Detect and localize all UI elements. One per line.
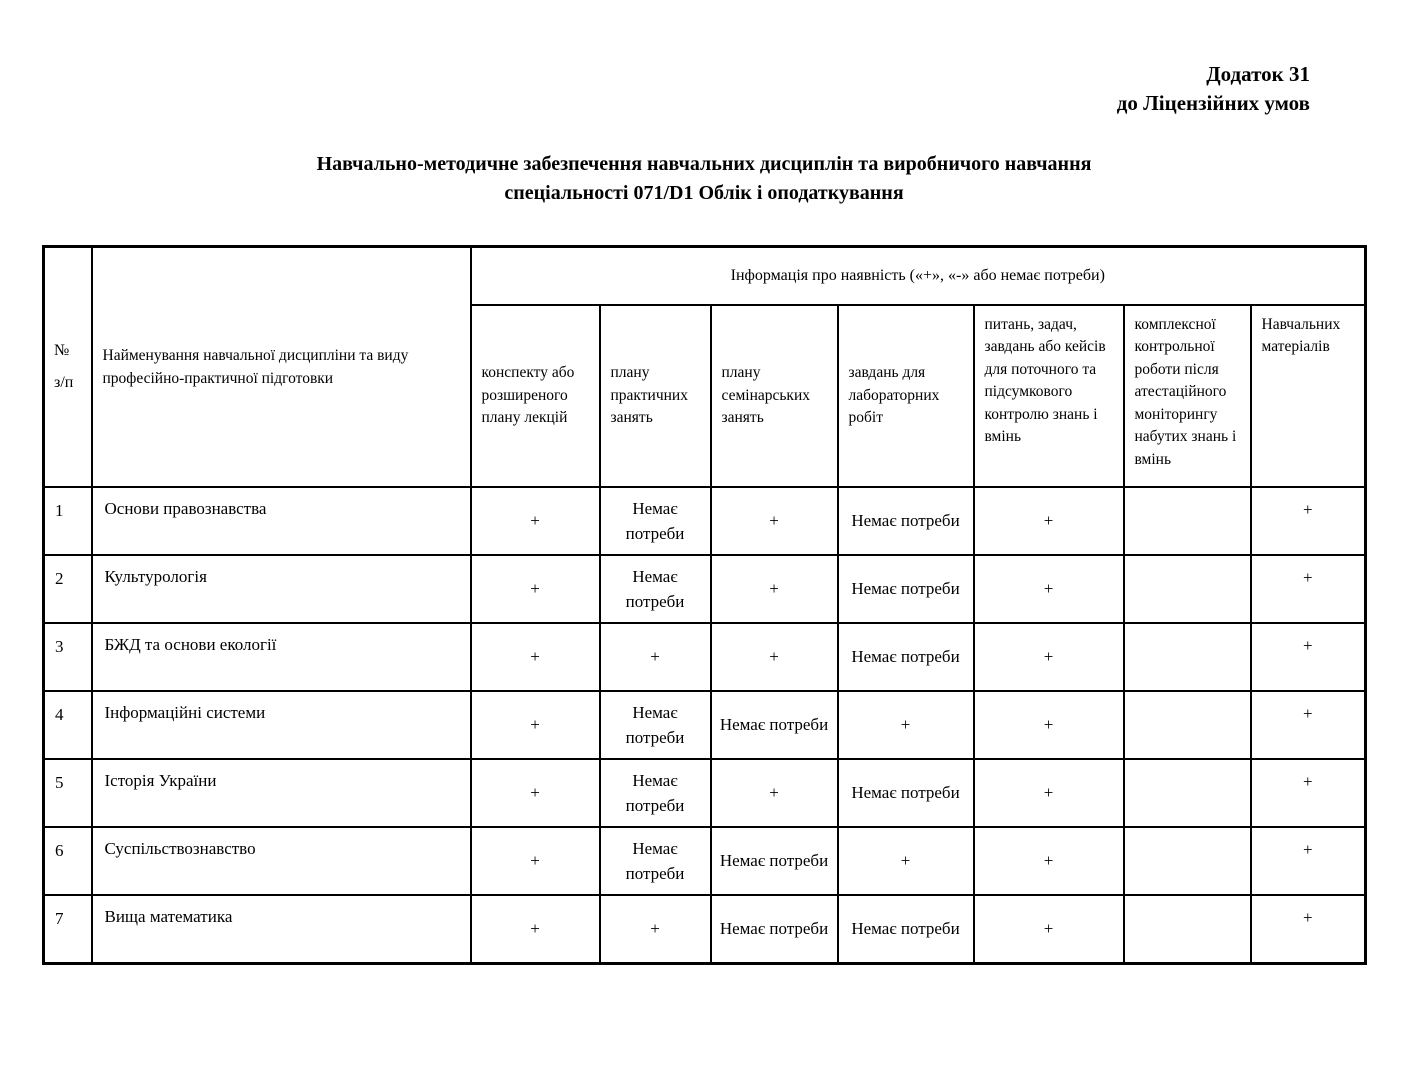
title-line2: спеціальності 071/D1 Облік і оподаткування <box>504 182 904 204</box>
page-title <box>0 150 1408 208</box>
cell-seminar-plan: Немає потреби <box>711 895 838 963</box>
table-row <box>44 487 1366 555</box>
header-subcol-seminar-plan: плану семінарських занять <box>711 305 838 487</box>
cell-control-questions: + <box>974 827 1124 895</box>
cell-seminar-plan: + <box>711 759 838 827</box>
cell-complex-test <box>1124 895 1251 963</box>
discipline-name: Суспільствознавство <box>92 827 471 895</box>
availability-table <box>42 245 1367 965</box>
header-subcol-lab-tasks: завдань для лабораторних робіт <box>838 305 974 487</box>
cell-seminar-plan: + <box>711 555 838 623</box>
table-row <box>44 691 1366 759</box>
cell-practical-plan: Немає потреби <box>600 827 711 895</box>
row-number: 1 <box>44 487 92 555</box>
header-col-number-line2: з/п <box>54 374 74 391</box>
cell-control-questions: + <box>974 691 1124 759</box>
row-number: 6 <box>44 827 92 895</box>
row-number: 5 <box>44 759 92 827</box>
row-number: 2 <box>44 555 92 623</box>
discipline-name: Культурологія <box>92 555 471 623</box>
cell-lab-tasks: + <box>838 827 974 895</box>
cell-complex-test <box>1124 759 1251 827</box>
cell-lecture-notes: + <box>471 759 600 827</box>
cell-lecture-notes: + <box>471 691 600 759</box>
cell-complex-test <box>1124 555 1251 623</box>
discipline-name: Інформаційні системи <box>92 691 471 759</box>
cell-training-materials: + <box>1251 691 1366 759</box>
cell-control-questions: + <box>974 759 1124 827</box>
cell-lecture-notes: + <box>471 623 600 691</box>
table-row <box>44 623 1366 691</box>
cell-lecture-notes: + <box>471 827 600 895</box>
header-col-number-line1: № <box>54 342 70 359</box>
cell-lecture-notes: + <box>471 487 600 555</box>
cell-seminar-plan: Немає потреби <box>711 691 838 759</box>
cell-seminar-plan: Немає потреби <box>711 827 838 895</box>
cell-training-materials: + <box>1251 759 1366 827</box>
cell-control-questions: + <box>974 487 1124 555</box>
table-row <box>44 827 1366 895</box>
cell-practical-plan: + <box>600 895 711 963</box>
cell-seminar-plan: + <box>711 487 838 555</box>
header-col-discipline: Найменування навчальної дисципліни та виду професійно-практичної підготовки <box>92 247 471 488</box>
annex-line2: до Ліцензійних умов <box>1116 91 1310 115</box>
cell-training-materials: + <box>1251 895 1366 963</box>
annex-line1: Додаток 31 <box>1206 62 1310 86</box>
cell-lab-tasks: Немає потреби <box>838 759 974 827</box>
cell-control-questions: + <box>974 623 1124 691</box>
header-info-availability: Інформація про наявність («+», «-» або немає потреби) <box>471 247 1366 306</box>
table-row <box>44 759 1366 827</box>
cell-training-materials: + <box>1251 487 1366 555</box>
discipline-name: Основи правознавства <box>92 487 471 555</box>
cell-practical-plan: Немає потреби <box>600 759 711 827</box>
header-subcol-complex-test: комплексної контрольної роботи після атестаційного моніторингу набутих знань і вмінь <box>1124 305 1251 487</box>
cell-practical-plan: Немає потреби <box>600 691 711 759</box>
cell-complex-test <box>1124 691 1251 759</box>
cell-lab-tasks: + <box>838 691 974 759</box>
cell-control-questions: + <box>974 555 1124 623</box>
discipline-name: Історія України <box>92 759 471 827</box>
header-subcol-control-questions: питань, задач, завдань або кейсів для поточного та підсумкового контролю знань і вмінь <box>974 305 1124 487</box>
cell-lab-tasks: Немає потреби <box>838 555 974 623</box>
table-row <box>44 555 1366 623</box>
cell-lecture-notes: + <box>471 555 600 623</box>
table-row <box>44 895 1366 963</box>
cell-lecture-notes: + <box>471 895 600 963</box>
cell-complex-test <box>1124 827 1251 895</box>
annex-header <box>1117 60 1310 118</box>
row-number: 7 <box>44 895 92 963</box>
row-number: 3 <box>44 623 92 691</box>
cell-lab-tasks: Немає потреби <box>838 487 974 555</box>
cell-lab-tasks: Немає потреби <box>838 623 974 691</box>
header-subcol-lecture-notes: конспекту або розширеного плану лекцій <box>471 305 600 487</box>
cell-practical-plan: Немає потреби <box>600 555 711 623</box>
cell-practical-plan: + <box>600 623 711 691</box>
cell-training-materials: + <box>1251 623 1366 691</box>
discipline-name: Вища математика <box>92 895 471 963</box>
title-line1: Навчально-методичне забезпечення навчальних дисциплін та виробничого навчання <box>316 153 1092 175</box>
discipline-name: БЖД та основи екології <box>92 623 471 691</box>
cell-lab-tasks: Немає потреби <box>838 895 974 963</box>
header-row-span <box>44 247 1366 306</box>
cell-training-materials: + <box>1251 827 1366 895</box>
cell-control-questions: + <box>974 895 1124 963</box>
cell-complex-test <box>1124 487 1251 555</box>
header-subcol-training-materials: Навчальних матеріалів <box>1251 305 1366 487</box>
cell-training-materials: + <box>1251 555 1366 623</box>
header-subcol-practical-plan: плану практичних занять <box>600 305 711 487</box>
cell-practical-plan: Немає потреби <box>600 487 711 555</box>
header-col-number <box>44 247 92 488</box>
cell-seminar-plan: + <box>711 623 838 691</box>
cell-complex-test <box>1124 623 1251 691</box>
row-number: 4 <box>44 691 92 759</box>
